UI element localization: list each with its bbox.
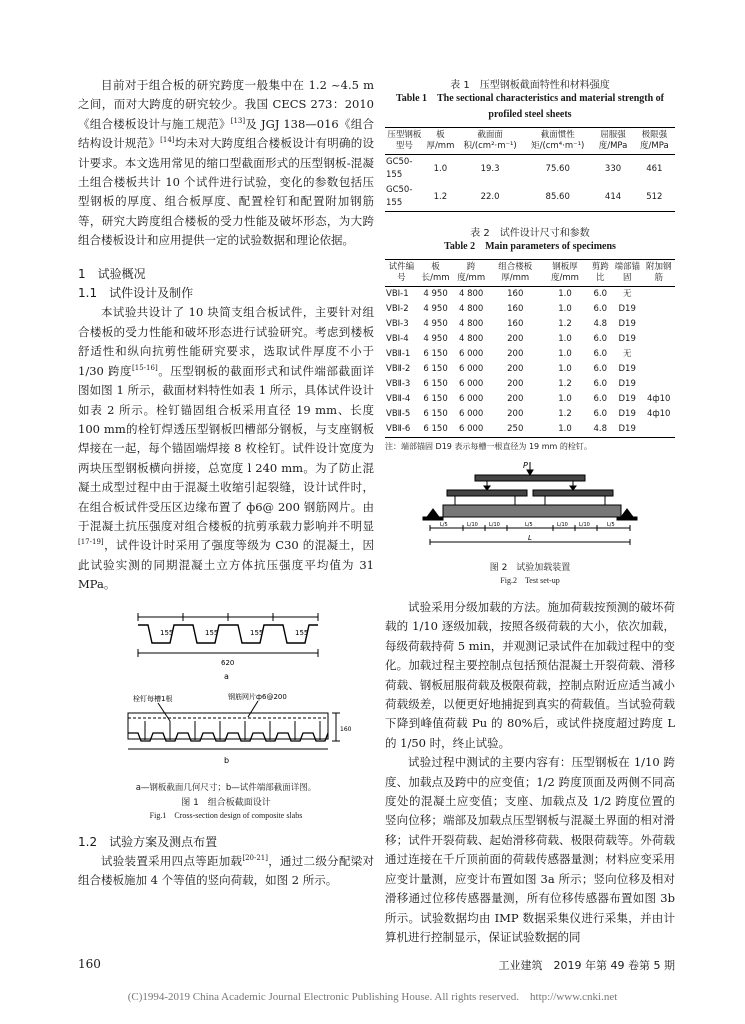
- table-2-cell: 1.0: [558, 394, 572, 404]
- table-2-cell: 6 000: [458, 349, 484, 359]
- table-2-cell: 6.0: [593, 289, 607, 299]
- table-2-cell: D19: [618, 364, 636, 374]
- table-2-cell: VBⅡ-4: [386, 394, 411, 404]
- table-2-cell: D19: [618, 409, 636, 419]
- table-2-cell: VBⅡ-6: [385, 422, 418, 438]
- table-2-row: [385, 317, 675, 332]
- table-2-cell: 1.2: [558, 409, 572, 419]
- table-1-header: 板厚/mm: [424, 128, 457, 155]
- table-2-cell: [642, 377, 675, 392]
- table-2-cell: 4 800: [458, 289, 484, 299]
- table-2-header: 钢板厚度/mm: [542, 260, 589, 287]
- seg-label: L/5: [607, 522, 615, 528]
- table-2-row: [385, 362, 675, 377]
- table-2-cell: VBⅡ-5: [386, 409, 411, 419]
- span-label: L: [528, 534, 532, 542]
- table-2-cell: 200: [507, 349, 524, 359]
- table-2-title-cn: 表 2 试件设计尺寸和参数: [470, 228, 590, 239]
- table-2-row: [385, 332, 675, 347]
- table-2-cell: 4 950: [423, 304, 448, 314]
- table-2-cell: 6 150: [423, 364, 448, 374]
- table-1-cell: 19.3: [480, 163, 500, 174]
- section-1-1-heading: 1.1 试件设计及制作: [78, 286, 194, 301]
- table-1-title-en: Table 1 The sectional characteristics and material strength of profiled steel sheets: [395, 93, 665, 120]
- table-2-cell: 6 000: [458, 379, 484, 389]
- table-2-cell: 6.0: [593, 334, 607, 344]
- table-2-header: 试件编号: [385, 260, 418, 287]
- section-1-2-paragraph: 试验装置采用四点等距加载[20-21]，通过二级分配梁对组合楼板施加 4 个等值的竖向荷载，如图 2 所示。: [78, 853, 375, 888]
- table-2-cell: 1.0: [558, 304, 572, 314]
- table-2: [385, 259, 675, 438]
- table-2-cell: D19: [618, 334, 636, 344]
- table-2-cell: 6 000: [458, 364, 484, 374]
- label-a: a: [224, 671, 229, 681]
- table-2-cell: D19: [618, 304, 636, 314]
- figure-1-caption-cn: 图 1 组合板截面设计: [181, 797, 271, 808]
- table-2-cell: [642, 302, 675, 317]
- measurement-paragraph: 试验过程中测试的主要内容有：压型钢板在 1/10 跨度、加载点及跨中的应变值；1/2 跨度顶面及两侧不同高度处的混凝土应变值；支座、加载点及 1/2 跨度位置的竖向位移；端部及加载点压型钢板与混凝土界面的相对滑移；试件开裂荷载、起始滑移荷载、极限荷载等。外荷载通过连接在千斤顶前面的荷载传感器量测；材料应变采用应变计量测，应变计布置如图 3a 所示；竖向位移及相对滑移通过位移传感器量测，所有位移传感器布置如图 3b 所示。试验数据均由 IMP 数据采集仪进行采集，并由计算机进行控制显示，保证试验数据的同: [385, 755, 675, 944]
- table-2-cell: 200: [507, 409, 524, 419]
- table-2-cell: VBⅠ-4: [386, 334, 409, 344]
- table-2-cell: VBⅡ-3: [386, 379, 411, 389]
- table-1-cell: 1.0: [433, 163, 448, 174]
- table-2-cell: 4 800: [458, 319, 484, 329]
- table-2-cell: 6 000: [453, 422, 489, 438]
- loading-paragraph: 试验采用分级加载的方法。施加荷载按预测的破坏荷载的 1/10 逐级加载，按照各级荷载的大小，依次加载，每级荷载持荷 5 min，并观测记录试件在加载过程中的变化。加载过程主要控制点包括预估混凝土开裂荷载、滑移荷载、钢板屈服荷载及极限荷载，控制点附近应适当减小荷载级差，以便更好地捕捉到真实的荷载值。当试验荷载下降到峰值荷载 Pu 的 80%后，或试件挠度超过跨度 L 的 1/50 时，终止试验。: [385, 600, 675, 750]
- table-1-cell: GC50-155: [385, 183, 424, 212]
- table-2-cell: 250: [489, 422, 542, 438]
- table-2-cell: 200: [507, 394, 524, 404]
- figure-2: [385, 460, 675, 586]
- section-1-1-paragraph: 本试验共设计了 10 块简支组合板试件，主要针对组合楼板的受力性能和破坏形态进行试验研究。考虑到楼板舒适性和纵向抗剪性能研究要求，选取试件厚度不小于 1/30 跨度[15-16]。压型钢板的截面形式和试件端部截面详图如图 1 所示，截面材料特性如表 1 所示，具体试件设计如表 2 所示。栓钉锚固组合板采用直径 19 mm、长度100 mm的栓钉焊透压型钢板凹槽部分钢板，与支座钢板焊接在一起，每个锚固端焊接 8 枚栓钉。试件设计宽度为两块压型钢板横向拼接，总宽度 l 240 mm。为了防止混凝土成型过程中由于混凝土收缩引起裂缝，设计试件时，在组合板试件受压区边缘布置了 ф6@ 200 钢筋网片。由于混凝土抗压强度对组合楼板的抗剪承载力影响并不明显[17-19]，试件设计时采用了强度等级为 C30 的混凝土，因此试验实测的同期混凝土立方体抗压强度平均值为 31 MPa。: [78, 305, 374, 592]
- table-2-cell: 1.0: [558, 364, 572, 374]
- journal-info: 工业建筑 2019 年第 49 卷第 5 期: [498, 959, 675, 972]
- table-2-cell: 4 950: [423, 319, 448, 329]
- table-2-cell: [642, 287, 675, 303]
- table-2-row: [385, 302, 675, 317]
- left-column: [78, 76, 374, 891]
- table-2-row: [385, 347, 675, 362]
- table-1-cell: 1.2: [424, 183, 457, 212]
- table-2-note: 注：端部锚固 D19 表示每槽一根直径为 19 mm 的栓钉。: [385, 442, 592, 451]
- table-2-cell: 6 000: [458, 394, 484, 404]
- seg-label: L/5: [440, 522, 448, 528]
- table-1-title-cn: 表 1 压型钢板截面特性和材料强度: [450, 80, 610, 91]
- table-1: [385, 127, 675, 212]
- table-1-cell: GC50-155: [386, 157, 413, 180]
- table-2-cell: D19: [618, 319, 636, 329]
- intro-paragraph: 目前对于组合板的研究跨度一般集中在 1.2 ~4.5 m 之间，而对大跨度的研究较少。我国 CECS 273：2010《组合楼板设计与施工规范》[13]及 JGJ 138—016《组合结构设计规范》[14]均未对大跨度组合楼板设计有明确的设计要求。本文选用常见的缩口型截面形式的压型钢板-混凝土组合楼板共计 10 个试件进行试验，变化的参数包括压型钢板的厚度、组合板厚度、配置栓钉和配置附加钢筋等，研究大跨度组合楼板的受力性能及破坏形态，为大跨组合楼板设计和应用提供一定的试验数据和理论依据。: [78, 78, 374, 248]
- dim-2: 155: [205, 628, 219, 637]
- table-2-cell: 6.0: [593, 394, 607, 404]
- table-1-row: [385, 183, 675, 212]
- table-2-row: [385, 407, 675, 422]
- figure-1-drawing: [78, 607, 374, 777]
- table-2-cell: 1.0: [558, 334, 572, 344]
- table-2-cell: 4 950: [423, 334, 448, 344]
- table-1-header: 截面面积/(cm²·m⁻¹): [457, 128, 523, 155]
- table-2-cell: VBⅠ-1: [386, 289, 409, 299]
- page-number: 160: [78, 957, 101, 971]
- table-2-cell: 200: [507, 379, 524, 389]
- table-1-cell: 85.60: [523, 183, 592, 212]
- table-2-cell: 1.0: [542, 422, 589, 438]
- table-2-header-row: [385, 260, 675, 287]
- load-label: P: [523, 461, 528, 470]
- label-b: b: [224, 755, 230, 765]
- table-2-cell: 160: [507, 304, 524, 314]
- table-2-cell: [642, 317, 675, 332]
- table-2-cell: VBⅡ-2: [386, 364, 411, 374]
- seg-label: L/10: [489, 522, 500, 528]
- table-2-cell: 6 150: [423, 409, 448, 419]
- figure-2-drawing: [385, 460, 675, 556]
- end-section-b: [128, 701, 340, 749]
- table-2-cell: 6 150: [423, 379, 448, 389]
- table-1-cell: 22.0: [457, 183, 523, 212]
- table-2-cell: 4.8: [588, 422, 612, 438]
- table-1-cell: 330: [604, 163, 622, 174]
- dim-4: 155: [295, 628, 309, 637]
- dim-total: 620: [221, 658, 235, 667]
- table-2-header: 端部锚固: [612, 260, 642, 287]
- section-1-heading: 1 试验概况: [78, 266, 146, 281]
- table-2-cell: 6.0: [593, 304, 607, 314]
- table-2-header: 组合楼板厚/mm: [489, 260, 542, 287]
- table-2-cell: [642, 422, 675, 438]
- table-2-row: [385, 392, 675, 407]
- table-2-cell: 160: [507, 319, 524, 329]
- table-2-cell: 200: [507, 364, 524, 374]
- figure-2-caption-en: Fig.2 Test set-up: [500, 576, 560, 585]
- right-column: [385, 76, 675, 947]
- table-2-cell: 4ф10: [646, 409, 671, 419]
- table-2-header: 附加钢筋: [642, 260, 675, 287]
- stud-label: 栓钉每槽1根: [133, 694, 173, 703]
- table-2-cell: 4 950: [423, 289, 448, 299]
- table-2-cell: [642, 362, 675, 377]
- table-2-cell: 1.2: [558, 319, 572, 329]
- copyright-watermark: (C)1994-2019 China Academic Journal Electronic Publishing House. All rights reserved. http://www.cnki.net: [127, 991, 618, 1003]
- table-2-cell: D19: [618, 379, 636, 389]
- table-2-cell: VBⅠ-3: [386, 319, 409, 329]
- table-2-cell: 1.0: [558, 349, 572, 359]
- table-2-row: [385, 377, 675, 392]
- table-2-cell: [642, 332, 675, 347]
- table-2-title-en: Table 2 Main parameters of specimens: [444, 241, 616, 252]
- section-1-2-heading: 1.2 试验方案及测点布置: [78, 834, 218, 849]
- dim-1: 155: [160, 628, 174, 637]
- table-2-row: [385, 422, 675, 438]
- table-2-cell: VBⅠ-2: [386, 304, 409, 314]
- table-1-cell: 414: [592, 183, 633, 212]
- table-1-header-row: [385, 128, 675, 155]
- figure-2-caption-cn: 图 2 试验加载装置: [489, 563, 571, 573]
- table-1-cell: 512: [634, 183, 675, 212]
- table-2-cell: 200: [507, 334, 524, 344]
- table-1-cell: 75.60: [545, 163, 570, 174]
- table-2-header: 跨度/mm: [453, 260, 489, 287]
- table-2-cell: 1.2: [558, 379, 572, 389]
- table-1-header: 屈服强度/MPa: [592, 128, 633, 155]
- table-2-cell: 无: [622, 349, 632, 359]
- table-2-row: [385, 287, 675, 303]
- table-2-cell: 4.8: [593, 319, 607, 329]
- table-1-cell: 461: [646, 163, 663, 174]
- mesh-label: 钢筋网片ф6@200: [228, 692, 287, 701]
- table-2-cell: 6.0: [593, 409, 607, 419]
- table-2-cell: 6.0: [593, 349, 607, 359]
- table-2-header: 板长/mm: [418, 260, 454, 287]
- seg-label: L/5: [525, 522, 533, 528]
- table-1-header: 截面惯性矩/(cm⁴·m⁻¹): [523, 128, 592, 155]
- table-1-header: 压型钢板型号: [385, 128, 424, 155]
- table-2-cell: [642, 347, 675, 362]
- table-2-cell: 6 150: [423, 394, 448, 404]
- figure-1: [78, 607, 374, 821]
- table-2-cell: 6.0: [593, 364, 607, 374]
- seg-label: L/10: [467, 522, 478, 528]
- table-2-cell: VBⅡ-1: [386, 349, 411, 359]
- table-2-cell: 6.0: [593, 379, 607, 389]
- table-2-cell: 4 800: [458, 334, 484, 344]
- table-2-cell: D19: [618, 394, 636, 404]
- table-1-header: 极限强度/MPa: [634, 128, 675, 155]
- dim-3: 155: [250, 628, 264, 637]
- seg-label: L/10: [557, 522, 568, 528]
- figure-1-notes: a—钢板截面几何尺寸；b—试件端部截面详图。: [135, 782, 317, 793]
- table-2-cell: 160: [507, 289, 524, 299]
- table-2-cell: D19: [612, 422, 642, 438]
- table-2-cell: 4 800: [458, 304, 484, 314]
- table-2-cell: 4ф10: [646, 394, 671, 404]
- table-2-cell: 6 150: [423, 349, 448, 359]
- figure-1-caption-en: Fig.1 Cross-section design of composite slabs: [149, 810, 303, 820]
- table-2-header: 剪跨比: [588, 260, 612, 287]
- table-1-row: [385, 155, 675, 184]
- table-2-cell: 6 000: [458, 409, 484, 419]
- table-2-cell: 1.0: [558, 289, 572, 299]
- seg-label: L/10: [579, 522, 590, 528]
- table-2-cell: 6 150: [418, 422, 454, 438]
- depth-label: 160: [340, 725, 352, 733]
- table-2-cell: 无: [622, 289, 632, 299]
